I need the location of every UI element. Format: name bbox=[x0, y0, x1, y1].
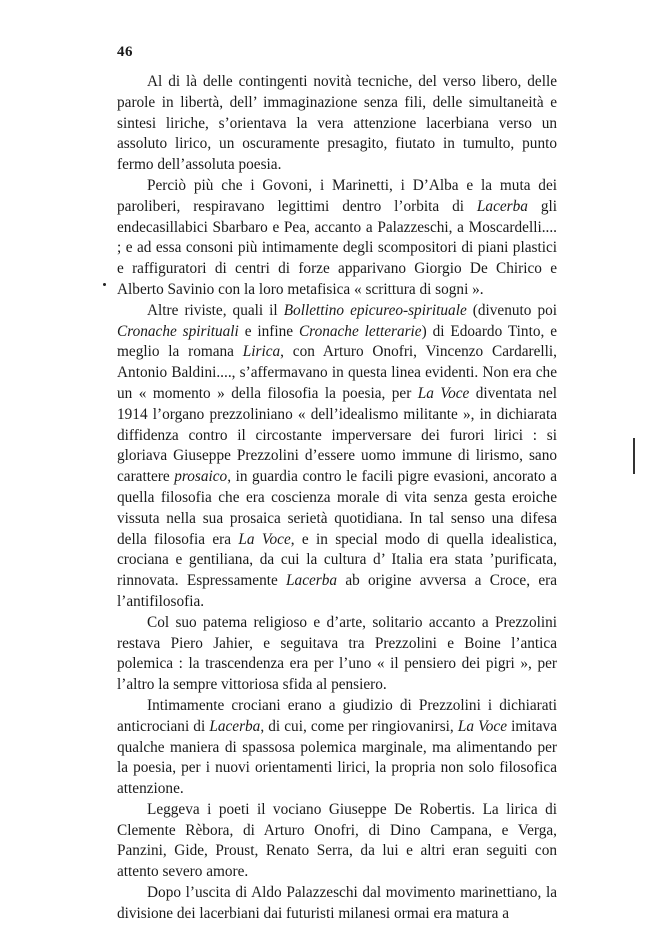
italic-title: Lacerba bbox=[476, 197, 528, 215]
text-run: e infine bbox=[238, 322, 299, 340]
text-run: ) di Edoardo Tinto, e meglio la romana bbox=[117, 322, 557, 361]
text-run: Al di là delle contingenti novità tecniche, del verso libero, delle parole in libertà, dell’ immaginazione senza fili, delle simultaneità e sintesi liriche, s’orientava la vera attenzione lacerbiana verso un assoluto lirico, un oscuramente presagito, fiutato in tumulto, punto fermo dell’assoluta poesia. bbox=[117, 73, 557, 174]
text-run: Intimamente crociani erano a giudizio di Prezzolini i dichiarati anticrociani di bbox=[117, 696, 557, 735]
text-run: Leggeva i poeti il vociano Giuseppe De Robertis. La lirica di Clemente Rèbora, di Arturo Onofri, di Dino Campana, e Verga, Panzini, Gide, Proust, Renato Serra, da lui e altri eran seguiti con attento severo amore. bbox=[117, 800, 557, 881]
text-run: Perciò più che i Govoni, i Marinetti, i D’Alba e la muta dei paroliberi, respiravano legittimi dentro l’orbita di bbox=[117, 176, 557, 215]
text-run: , di cui, come per ringiovanirsi, bbox=[260, 717, 458, 735]
text-run: Altre riviste, quali il bbox=[147, 301, 284, 319]
text-run: , con Arturo Onofri, Vincenzo Cardarelli, Antonio Baldini...., s’affermavano in questa linea evidenti. Non era che un « momento » della filosofia la poesia, per bbox=[117, 343, 557, 402]
text-run: diventata nel 1914 l’organo prezzoliniano « dell’idealismo militante », in dichiarata diffidenza contro il circostante imperversare dei furori lirici : si gloriava Giuseppe Prezzolini d’essere uomo immune di lirismo, sano carattere bbox=[117, 384, 558, 486]
italic-title: prosaico bbox=[174, 468, 228, 486]
paragraph bbox=[117, 883, 557, 925]
italic-title: Lirica bbox=[242, 343, 281, 361]
text-run: ab origine avversa a Croce, era l’antifilosofia. bbox=[117, 572, 557, 610]
italic-title: Bollettino epicureo-spirituale bbox=[283, 301, 467, 319]
text-run: gli endecasillabici Sbarbaro e Pea, accanto a Palazzeschi, a Moscardelli.... ; e ad essa consoni più intimamente degli scompositori di piani plastici e raffiguratori di centri di forze apparivano Giorgio De Chirico e Alberto Savinio con la loro metafisica « scrittura di sogni ». bbox=[117, 197, 557, 298]
italic-title: Lacerba bbox=[209, 717, 261, 735]
paragraph bbox=[117, 613, 557, 696]
italic-title: La Voce bbox=[238, 530, 291, 548]
body-text bbox=[117, 72, 557, 925]
italic-title: La Voce bbox=[457, 717, 508, 735]
text-run: imitava qualche maniera di spassosa polemica marginale, ma alimentando per la poesia, per i nuovi orientamenti lirici, la propria non solo filosofica attenzione. bbox=[117, 717, 558, 798]
text-run: , in guardia contro le facili pigre evasioni, ancorato a quella filosofia che era coscienza morale di vita senza gesta eroiche vissuta nella sua prosaica serietà quotidiana. In tal senso una difesa della filosofia era bbox=[117, 468, 557, 548]
page-number: 46 bbox=[117, 44, 133, 60]
italic-title: Cronache letterarie bbox=[298, 322, 422, 340]
text-run: Col suo patema religioso e d’arte, solitario accanto a Prezzolini restava Piero Jahier, e seguitava tra Prezzolini e Boine l’antica polemica : la trascendenza era per l’uno « il pensiero dei pigri », per l’altro la sempre vittoriosa sfida al pensiero. bbox=[117, 613, 557, 694]
edge-mark bbox=[633, 438, 635, 474]
italic-title: Cronache spirituali bbox=[117, 322, 239, 340]
italic-title: La Voce bbox=[417, 384, 470, 402]
paragraph bbox=[117, 176, 557, 301]
text-run: (divenuto poi bbox=[466, 301, 557, 319]
paragraph bbox=[117, 696, 557, 800]
margin-dot bbox=[103, 283, 106, 286]
text-run: Dopo l’uscita di Aldo Palazzeschi dal movimento marinettiano, la divisione dei lacerbiani dai futuristi milanesi ormai era matura a bbox=[117, 884, 557, 922]
italic-title: Lacerba bbox=[286, 572, 338, 590]
text-run: , e in special modo di quella idealistica, crociana e gentiliana, da cui la cultura d’ Italia era stata ’purificata, rinnovata. Espressamente bbox=[117, 530, 558, 590]
paragraph bbox=[117, 72, 557, 176]
paragraph bbox=[117, 301, 557, 613]
paragraph bbox=[117, 800, 557, 883]
